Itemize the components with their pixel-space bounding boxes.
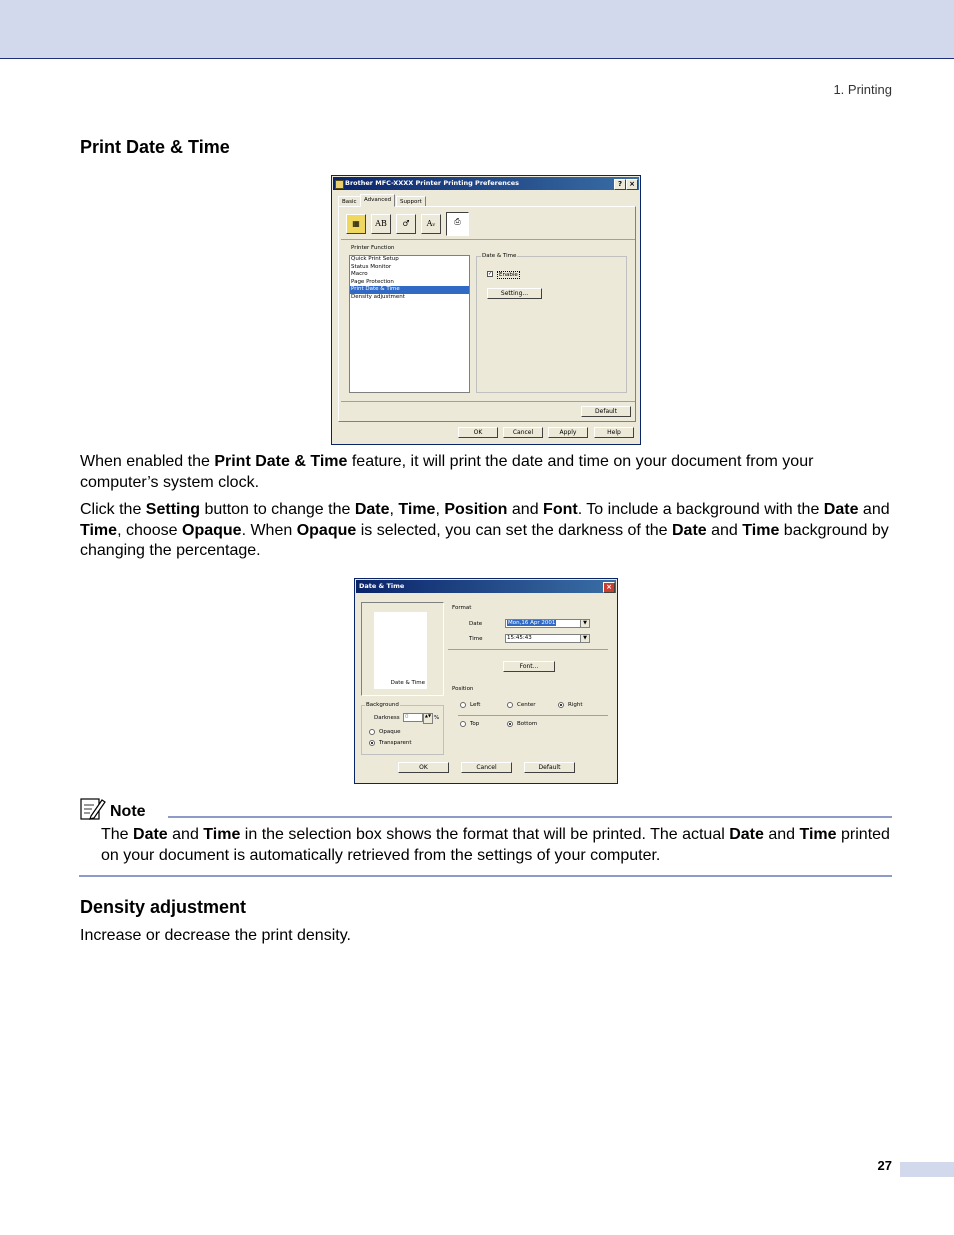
list-item[interactable]: Density adjustment: [351, 293, 405, 300]
position-bottom-radio[interactable]: [507, 721, 513, 727]
dialog-titlebar: [356, 580, 616, 593]
position-label: Position: [452, 686, 474, 692]
position-center-label: Center: [517, 702, 536, 708]
note-text: The Date and Time in the selection box shows the format that will be printed. The actual Date and Time printed on your document is automatically retrieved from the settings of your computer.: [101, 826, 890, 864]
percent-label: %: [434, 715, 440, 721]
paragraph-print-date-time: When enabled the Print Date & Time feature, it will print the date and time on your document from your computer’s system clock.: [80, 453, 814, 491]
position-left-label: Left: [470, 702, 481, 708]
time-format-select[interactable]: 15:45:43 ▼: [505, 634, 590, 643]
list-item[interactable]: Macro: [351, 271, 368, 278]
position-right-label: Right: [568, 702, 583, 708]
date-time-group: [476, 253, 627, 393]
divider: [341, 239, 635, 240]
divider: [458, 715, 608, 716]
list-item-selected[interactable]: Print Date & Time: [350, 286, 469, 294]
help-icon[interactable]: ?: [614, 179, 626, 190]
position-top-label: Top: [470, 721, 480, 727]
apply-button[interactable]: Apply: [548, 427, 588, 438]
default-button[interactable]: Default: [524, 762, 575, 773]
help-button[interactable]: Help: [594, 427, 634, 438]
tab-support[interactable]: Support: [396, 196, 426, 207]
dialog-title: Brother MFC-XXXX Printer Printing Preferences: [345, 179, 520, 187]
opaque-label: Opaque: [379, 729, 401, 735]
note-divider-top: [168, 816, 892, 818]
text-icon[interactable]: Aᵥ: [421, 214, 441, 234]
header-band: [0, 0, 954, 59]
date-time-dialog: [354, 578, 618, 784]
printing-preferences-dialog: [331, 175, 641, 445]
section-title-density: Density adjustment: [80, 897, 247, 917]
chevron-down-icon[interactable]: ▼: [580, 635, 589, 642]
section-title-print-date-time: Print Date & Time: [80, 137, 230, 157]
position-top-radio[interactable]: [460, 721, 466, 727]
printer-icon: [335, 180, 344, 189]
preview-box: [361, 602, 444, 696]
darkness-label: Darkness: [374, 715, 400, 721]
tab-panel: [338, 206, 636, 422]
darkness-field[interactable]: 0: [403, 713, 423, 722]
note-pencil-icon: [80, 797, 106, 821]
position-left-radio[interactable]: [460, 702, 466, 708]
paragraph-setting: Click the Setting button to change the Date, Time, Position and Font. To include a background with the Date and Time, choose Opaque. When Opaque is selected, you can set the darkness of the Date and Time background by changing the percentage.: [80, 501, 890, 559]
divider: [341, 401, 635, 402]
ok-button[interactable]: OK: [458, 427, 498, 438]
chapter-header: 1. Printing: [833, 82, 892, 97]
dialog-title: Date & Time: [359, 582, 405, 590]
font-button[interactable]: Font...: [503, 661, 555, 672]
position-center-radio[interactable]: [507, 702, 513, 708]
cancel-button[interactable]: Cancel: [503, 427, 543, 438]
scaling-icon[interactable]: ♂: [396, 214, 416, 234]
date-format-select[interactable]: Mon,16 Apr 2001 ▼: [505, 619, 590, 628]
tab-advanced[interactable]: Advanced: [360, 194, 395, 207]
default-button[interactable]: Default: [581, 406, 631, 417]
printer-function-label: Printer Function: [351, 245, 395, 251]
setting-button[interactable]: Setting...: [487, 288, 542, 299]
preview-page: [374, 612, 427, 689]
date-label: Date: [469, 621, 483, 627]
opaque-radio[interactable]: [369, 729, 375, 735]
list-item[interactable]: Quick Print Setup: [351, 256, 399, 262]
enable-checkbox[interactable]: ✓: [488, 271, 493, 277]
chevron-down-icon[interactable]: ▼: [580, 620, 589, 627]
transparent-label: Transparent: [379, 740, 412, 746]
dialog-titlebar: [333, 177, 639, 190]
position-right-radio[interactable]: [558, 702, 564, 708]
close-icon[interactable]: ×: [603, 582, 615, 593]
device-options-icon[interactable]: ⎙: [446, 212, 469, 236]
close-icon[interactable]: ×: [626, 179, 638, 190]
background-group: [361, 702, 444, 755]
transparent-radio[interactable]: [369, 740, 375, 746]
footer-band: [900, 1162, 954, 1177]
note-label: Note: [110, 803, 146, 820]
darkness-stepper[interactable]: ▲▼: [423, 713, 433, 724]
watermark-icon[interactable]: ▦: [346, 214, 366, 234]
divider: [448, 649, 608, 650]
font-icon[interactable]: AB: [371, 214, 391, 234]
position-bottom-label: Bottom: [517, 721, 538, 727]
format-label: Format: [452, 605, 472, 611]
list-item[interactable]: Page Protection: [351, 278, 394, 285]
paragraph-density: Increase or decrease the print density.: [80, 927, 351, 944]
list-item[interactable]: Status Monitor: [351, 263, 392, 270]
date-time-group-label: Date & Time: [482, 253, 517, 259]
printer-function-list[interactable]: [349, 255, 470, 393]
note-divider-bottom: [79, 875, 892, 877]
cancel-button[interactable]: Cancel: [461, 762, 512, 773]
enable-label: Enable: [499, 272, 518, 278]
time-label: Time: [469, 636, 483, 642]
background-group-label: Background: [366, 702, 399, 708]
ok-button[interactable]: OK: [398, 762, 449, 773]
tab-basic[interactable]: Basic: [338, 196, 361, 207]
page-number: 27: [877, 1158, 892, 1173]
preview-label: Date & Time: [390, 680, 425, 686]
